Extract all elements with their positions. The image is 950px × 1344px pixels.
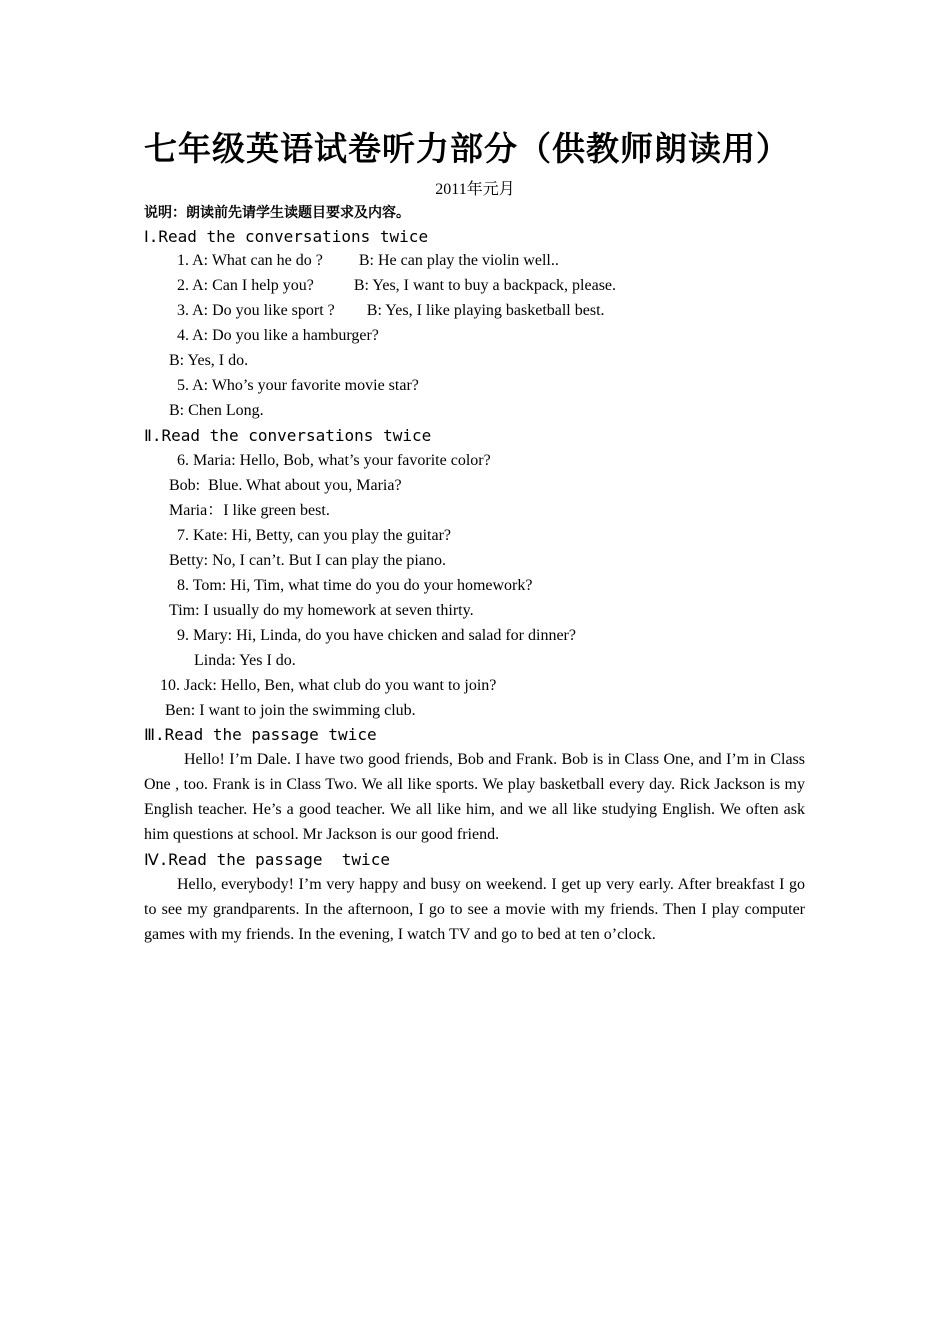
conversation-line: Ben: I want to join the swimming club.: [165, 702, 416, 719]
conversation-line: Bob: Blue. What about you, Maria?: [169, 477, 402, 494]
conversation-line: 2. A: Can I help you? B: Yes, I want to buy a backpack, please.: [177, 277, 617, 294]
conversation-line: 10. Jack: Hello, Ben, what club do you want to join?: [160, 677, 497, 694]
instruction-note: 说明：朗读前先请学生读题目要求及内容。: [144, 205, 410, 221]
conversation-line: 7. Kate: Hi, Betty, can you play the guitar?: [177, 527, 451, 544]
date-line: 2011年元月: [435, 181, 515, 198]
conversation-line: 3. A: Do you like sport ? B: Yes, I like playing basketball best.: [177, 302, 605, 319]
section-2-heading: Ⅱ.Read the conversations twice: [144, 426, 432, 445]
passage-2: Hello, everybody! I’m very happy and busy on weekend. I get up very early. After breakfast I go to see my grandparents. In the afternoon, I go to see a movie with my friends. Then I play computer games with my friends. In the evening, I watch TV and go to bed at ten o’clock.: [144, 876, 805, 943]
passage-1: Hello! I’m Dale. I have two good friends, Bob and Frank. Bob is in Class One, and I’m in Class One , too. Frank is in Class Two. We all like sports. We play basketball every day. Rick Jackson is my English teacher. He’s a good teacher. We all like him, and we all like studying English. We often ask him questions at school. Mr Jackson is our good friend.: [144, 751, 805, 843]
conversation-line: B: Chen Long.: [169, 402, 264, 419]
conversation-line: 4. A: Do you like a hamburger?: [177, 327, 379, 344]
conversation-line: Linda: Yes I do.: [194, 652, 296, 669]
conversation-line: 9. Mary: Hi, Linda, do you have chicken and salad for dinner?: [177, 627, 576, 644]
section-3-heading: Ⅲ.Read the passage twice: [144, 725, 377, 744]
section-4-heading: Ⅳ.Read the passage twice: [144, 850, 390, 869]
conversation-line: Maria：I like green best.: [169, 502, 330, 519]
conversation-line: Tim: I usually do my homework at seven thirty.: [169, 602, 474, 619]
page-title: 七年级英语试卷听力部分（供教师朗读用）: [144, 129, 790, 168]
conversation-line: 1. A: What can he do ? B: He can play the violin well..: [177, 252, 559, 269]
section-1-heading: Ⅰ.Read the conversations twice: [144, 227, 429, 246]
conversation-line: Betty: No, I can’t. But I can play the piano.: [169, 552, 446, 569]
conversation-line: 8. Tom: Hi, Tim, what time do you do your homework?: [177, 577, 533, 594]
conversation-line: B: Yes, I do.: [169, 352, 249, 369]
conversation-line: 6. Maria: Hello, Bob, what’s your favorite color?: [177, 452, 491, 469]
conversation-line: 5. A: Who’s your favorite movie star?: [177, 377, 419, 394]
